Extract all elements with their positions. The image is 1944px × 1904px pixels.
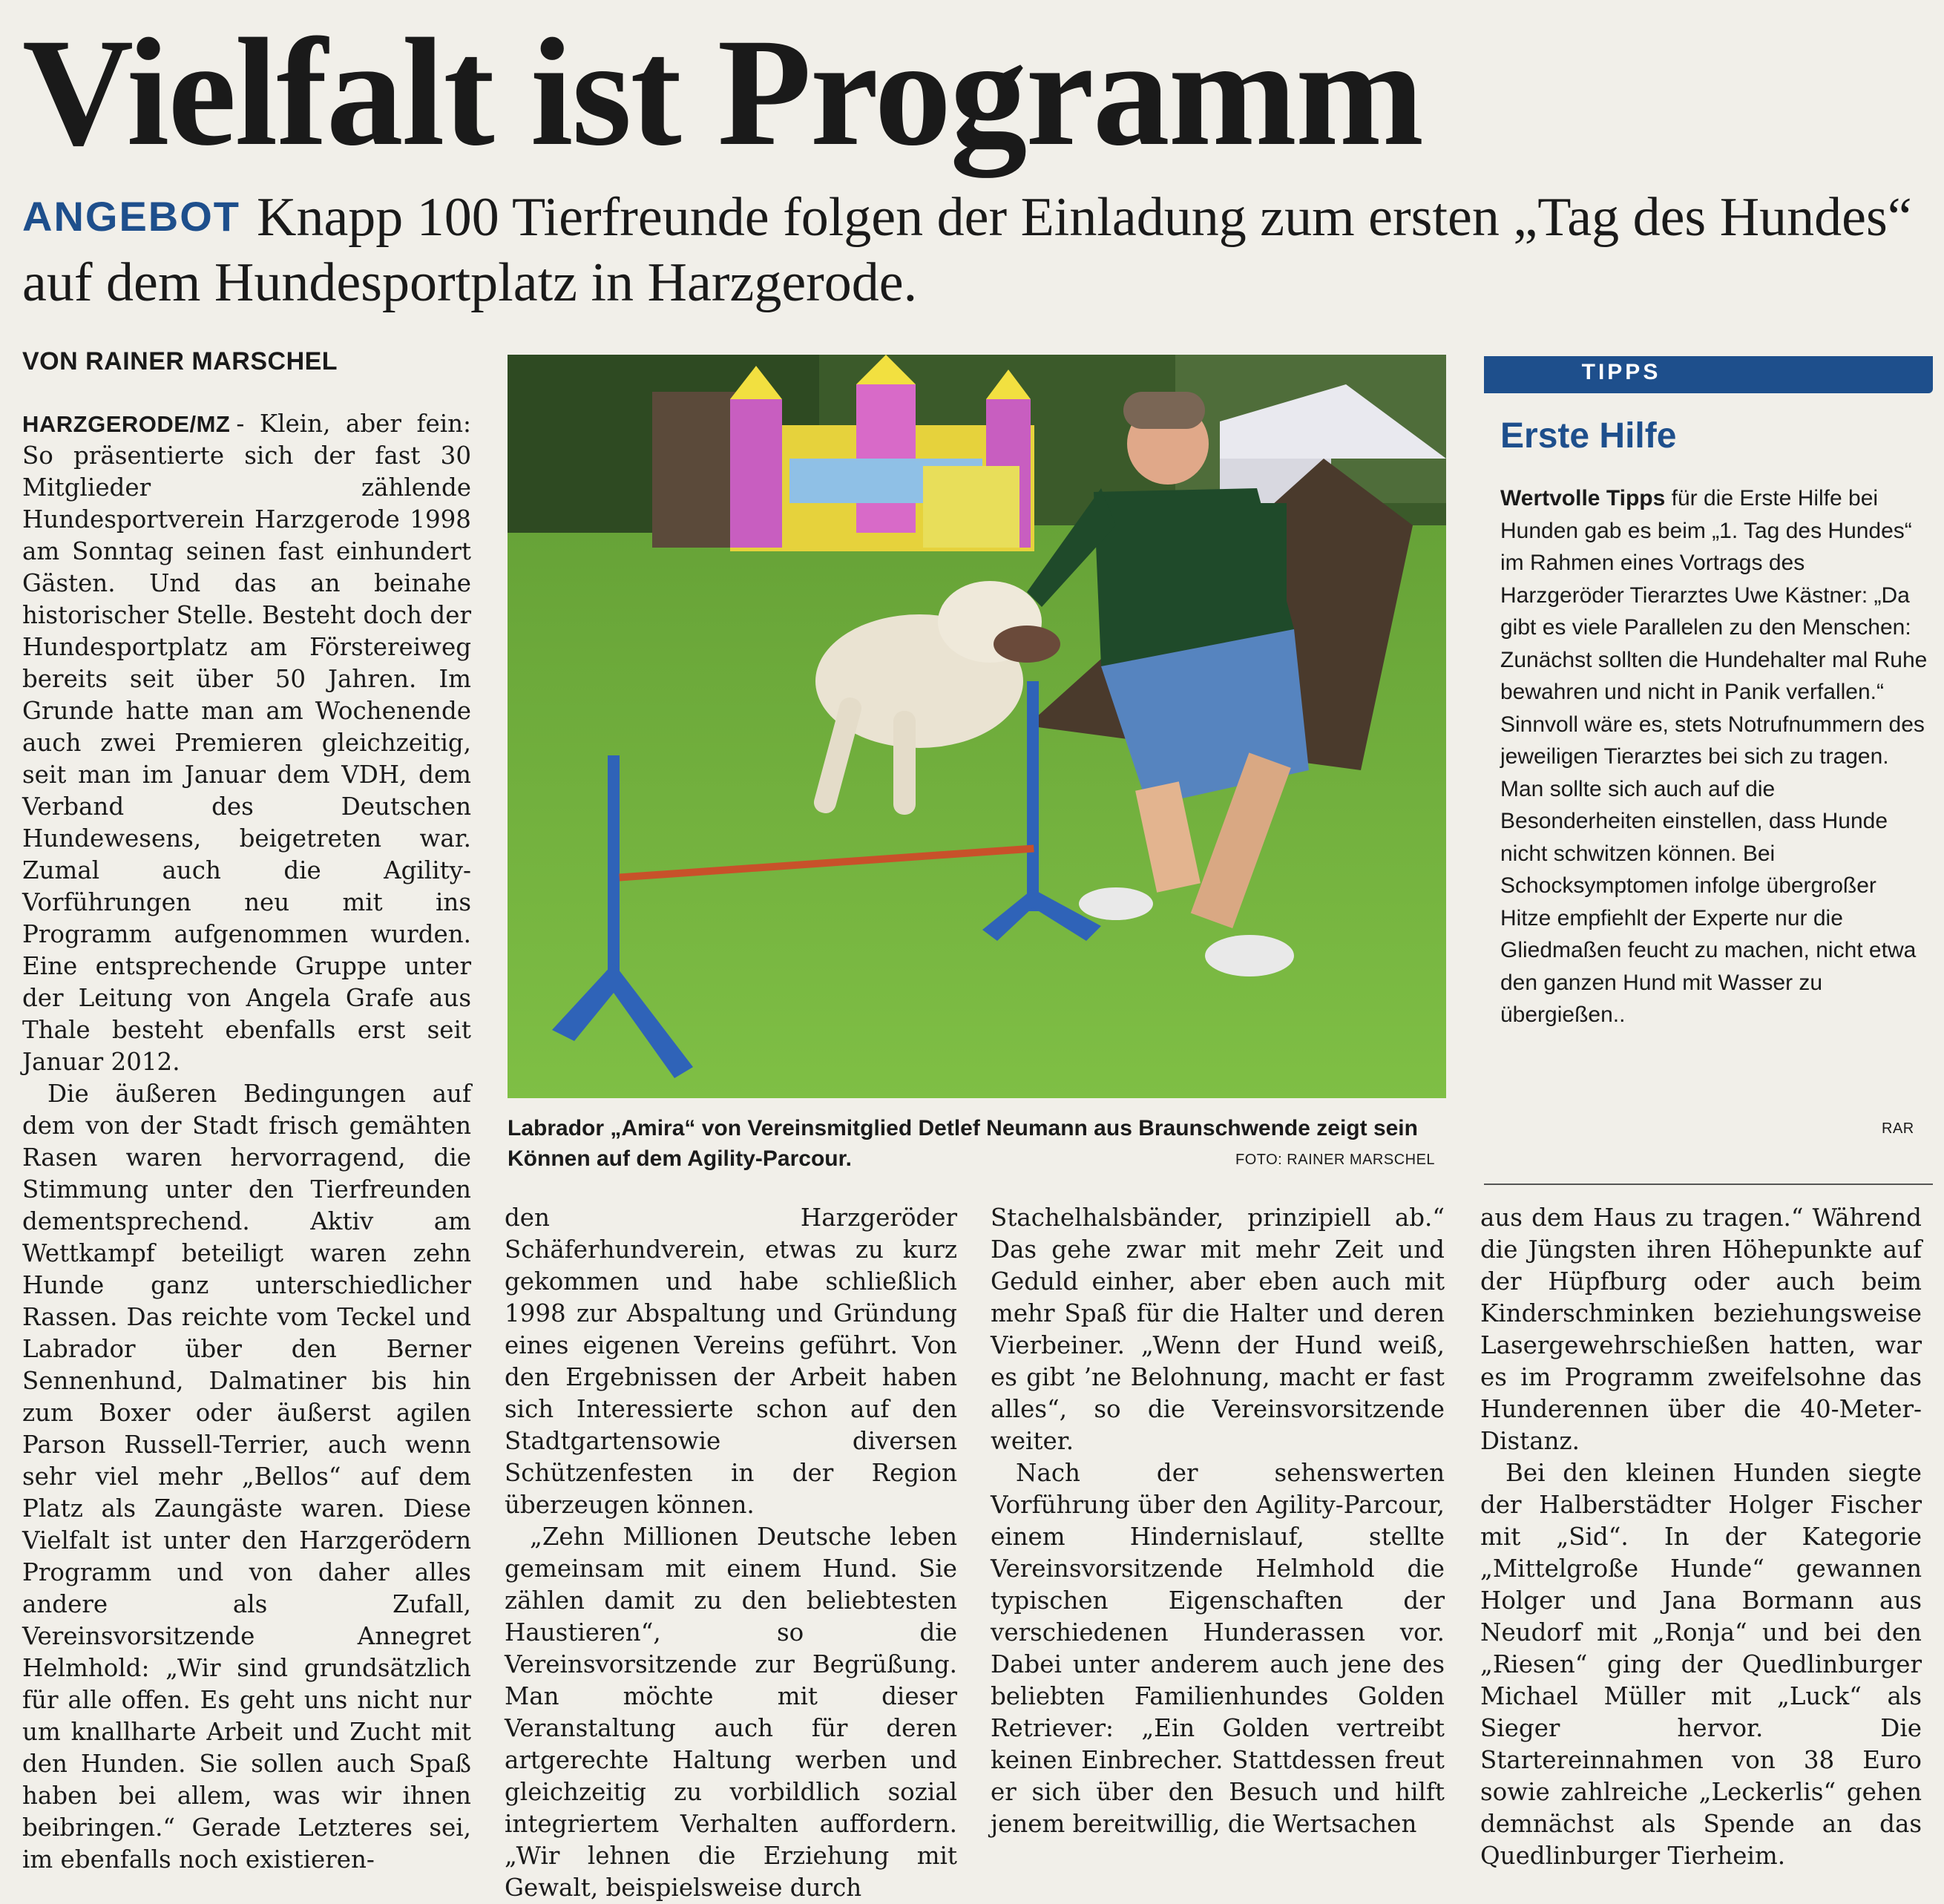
paragraph-text: - Klein, aber fein: So präsentierte sich der fast 30 Mitglieder zählende Hundesportverein Harzgerode 1998 am Sonntag seinen fast einhundert Gästen. Und das an beinahe historischer Stelle. Besteht doch der Hundesportplatz am Förstereiweg bereits seit über 50 Jahren. Im Grunde hatte man am Wochenende auch zwei Premieren gleichzeitig, seit man im Januar dem VDH, dem Verband des Deutschen Hundewesens, beigetreten war. Zumal auch die Agility-Vorführungen neu mit ins Programm aufgenommen wurden. Eine entsprechende Gruppe unter der Leitung von Angela Grafe aus Thale besteht ebenfalls erst seit Januar 2012. bbox=[22, 410, 471, 1076]
article-column-3 bbox=[991, 1202, 1445, 1862]
tips-bar bbox=[1484, 356, 1933, 393]
article-paragraph: Bei den kleinen Hunden siegte der Halberstädter Holger Fischer mit „Sid“. In der Kategorie „Mittelgroße Hunde“ gewannen Holger und Jana Bormann aus Neudorf mit „Ronja“ und bei den „Riesen“ ging der Quedlinburger Michael Müller mit „Luck“ als Sieger hervor. Die Startereinnahmen von 38 Euro sowie zahlreiche „Leckerlis“ gehen demnächst als Spende an das Quedlinburger Tierheim. bbox=[1480, 1459, 1922, 1870]
dateline: HARZGERODE/MZ bbox=[22, 411, 231, 437]
tips-body bbox=[1500, 482, 1931, 1143]
article-column-2 bbox=[505, 1202, 957, 1902]
article-paragraph: Nach der sehenswerten Vorführung über den Agility-Parcour, einem Hindernislauf, stellte Vereinsvorsitzende Helmhold die typischen Eigenschaften der verschiedenen Hunderassen vor. Dabei unter anderem auch jene des beliebten Familienhundes Golden Retriever: „Ein Golden vertreibt keinen Einbrecher. Stattdessen freut er sich über den Besuch und hilft jenem bereitwillig, die Wertsachen bbox=[991, 1459, 1445, 1838]
photo-dog-agility-illustration bbox=[508, 355, 1446, 1098]
tips-label: TIPPS bbox=[1581, 360, 1661, 384]
article-paragraph: „Zehn Millionen Deutsche leben gemeinsam mit einem Hund. Sie zählen damit zu den beliebtesten Haustieren“, so die Vereinsvorsitzende zur Begrüßung. Man möchte mit dieser Veranstaltung auch für deren artgerechte Haltung werben und gleichzeitig zu vorbildlich sozial integriertem Verhalten auffordern. „Wir lehnen die Erziehung mit Gewalt, beispielsweise durch bbox=[505, 1523, 957, 1902]
subhead-text: Knapp 100 Tierfreunde folgen der Einladung zum ersten „Tag des Hundes“ auf dem Hundesportplatz in Harzgerode. bbox=[22, 187, 1912, 313]
tips-lead: Wertvolle Tipps bbox=[1500, 486, 1666, 511]
article-paragraph: den Harzgeröder Schäferhundverein, etwas zu kurz gekommen und habe schließlich 1998 zur Abspaltung und Gründung eines eigenen Vereins geführt. Von den Ergebnissen der Arbeit haben sich Interessierte schon auf den Stadtgartensowie diversen Schützenfesten in der Region überzeugen können. bbox=[505, 1204, 957, 1519]
tips-text: für die Erste Hilfe bei Hunden gab es beim „1. Tag des Hundes“ im Rahmen eines Vortrags des Harzgeröder Tierarztes Uwe Kästner: „Da gibt es viele Parallelen zu den Menschen: Zunächst sollten die Hundehalter mal Ruhe bewahren und nicht in Panik verfallen.“ Sinnvoll wäre es, stets Notrufnummern des jeweiligen Tierarztes bei sich zu tragen. Man sollte sich auch auf die Besonderheiten einstellen, dass Hunde nicht schwitzen können. Bei Schocksymptomen infolge übergroßer Hitze empfiehlt der Experte nur die Gliedmaßen feucht zu machen, nicht etwa den ganzen Hund mit Wasser zu übergießen.. bbox=[1500, 486, 1928, 1027]
article-column-4 bbox=[1480, 1202, 1922, 1870]
photo-credit: FOTO: RAINER MARSCHEL bbox=[1235, 1152, 1436, 1168]
article-paragraph: Die äußeren Bedingungen auf dem von der Stadt frisch gemähten Rasen waren hervorragend, die Stimmung unter den Tierfreunden dementsprechend. Aktiv am Wettkampf beteiligt waren zehn Hunde ganz unterschiedlicher Rassen. Das reichte vom Teckel und Labrador über den Berner Sennenhund, Dalmatiner bis hin zum Boxer oder äußerst agilen Parson Russell-Terrier, auch wenn sehr viel mehr „Bellos“ auf dem Platz als Zaungäste waren. Diese Vielfalt ist unter den Harzgerödern Programm und von daher alles andere als Zufall, Vereinsvorsitzende Annegret Helmhold: „Wir sind grundsätzlich für alle offen. Es geht uns nicht nur um knallharte Arbeit und Zucht mit den Hunden. Sie sollen auch Spaß haben bei allem, was wir ihnen beibringen.“ Gerade Letzteres sei, im ebenfalls noch existieren- bbox=[22, 1080, 471, 1874]
photo-caption: Labrador „Amira“ von Vereinsmitglied Detlef Neumann aus Braunschwende zeigt sein Können auf dem Agility-Parcour. bbox=[508, 1116, 1418, 1171]
article-paragraph: aus dem Haus zu tragen.“ Während die Jüngsten ihren Höhepunkte auf der Hüpfburg oder auch beim Kinderschminken beziehungsweise Lasergewehrschießen hatten, war es im Programm zweifelsohne das Hunderennen über die 40-Meter-Distanz. bbox=[1480, 1204, 1922, 1455]
headline: Vielfalt ist Programm bbox=[22, 7, 1423, 177]
article-photo bbox=[508, 355, 1446, 1098]
byline: VON RAINER MARSCHEL bbox=[22, 347, 338, 375]
article-paragraph bbox=[22, 408, 471, 1078]
tips-author: RAR bbox=[1882, 1120, 1914, 1137]
subhead-kicker: ANGEBOT bbox=[22, 193, 240, 240]
subheadline bbox=[22, 184, 1922, 315]
tips-divider bbox=[1484, 1184, 1933, 1185]
article-paragraph: Stachelhalsbänder, prinzipiell ab.“ Das gehe zwar mit mehr Zeit und Geduld einher, aber eben auch mit mehr Spaß für die Halter und deren Vierbeiner. „Wenn der Hund weiß, es gibt ’ne Belohnung, macht er fast alles“, so die Vereinsvorsitzende weiter. bbox=[991, 1204, 1445, 1455]
tips-title: Erste Hilfe bbox=[1500, 416, 1677, 456]
article-column-1 bbox=[22, 408, 471, 1874]
